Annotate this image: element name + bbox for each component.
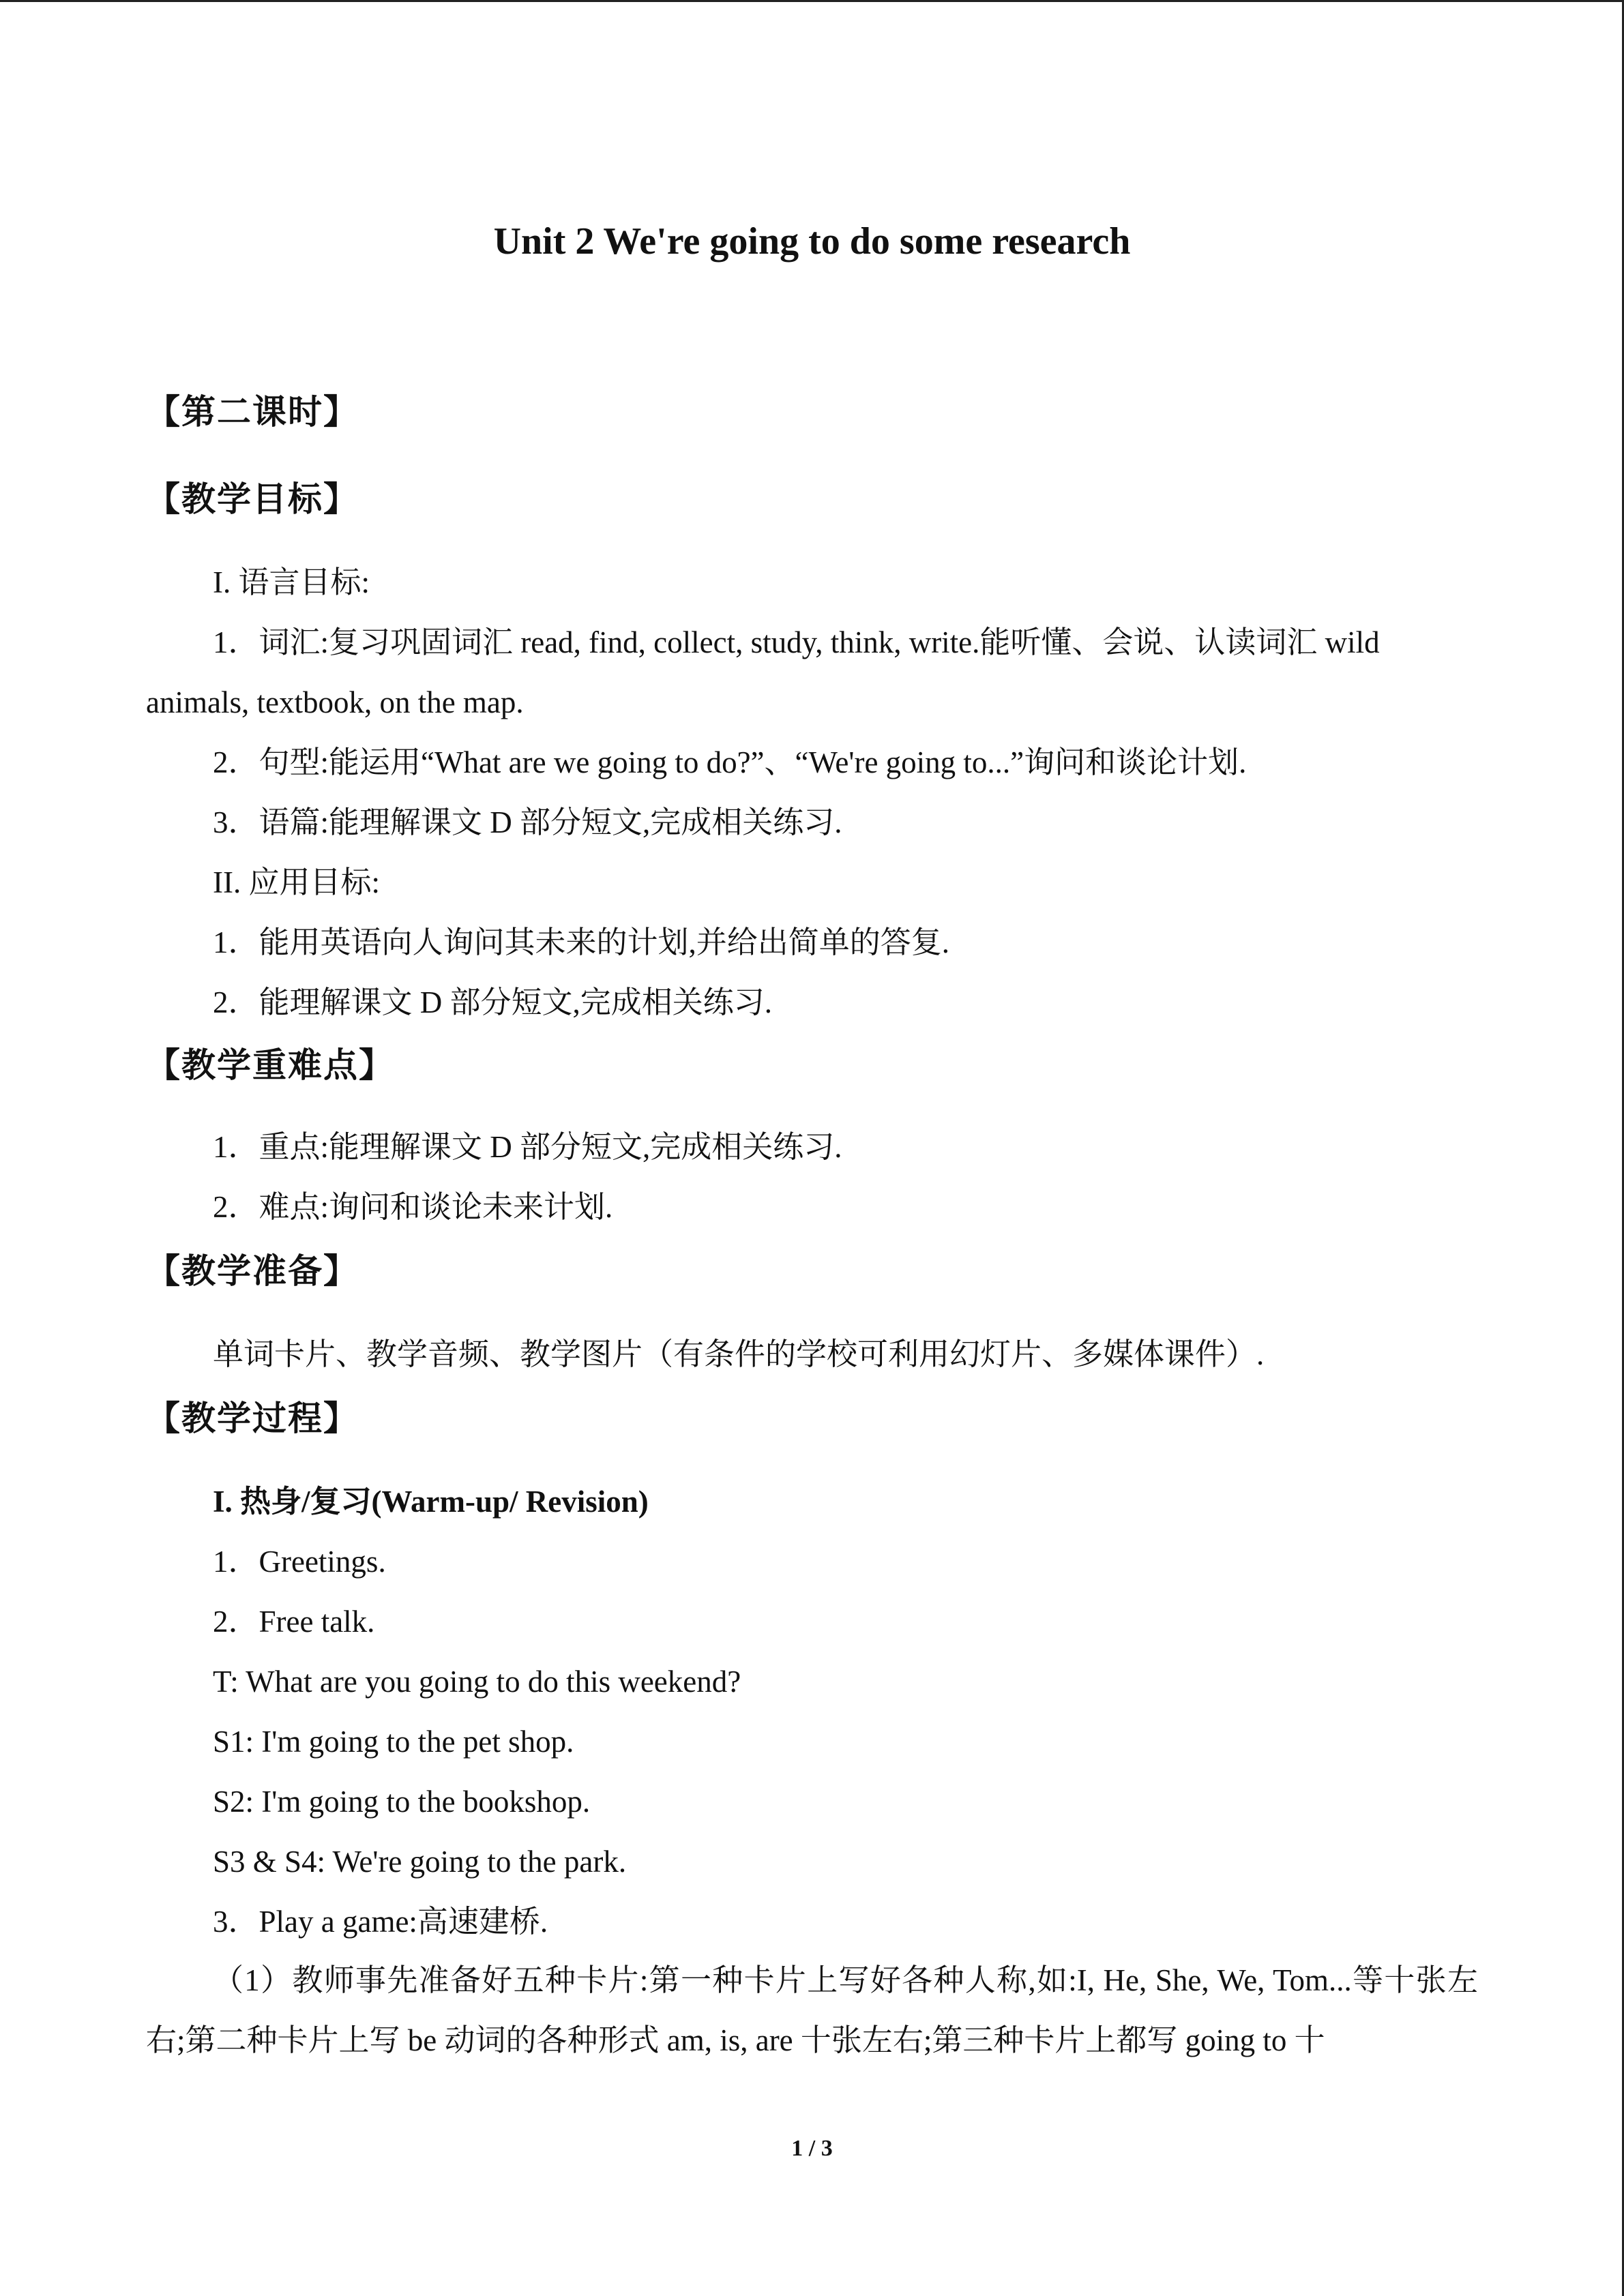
section-heading-process: 【教学过程】 <box>146 1399 359 1438</box>
application-objectives-heading: II. 应用目标: <box>213 865 380 899</box>
vocabulary-line-2: animals, textbook, on the map. <box>146 685 524 719</box>
application-objective-2: 2．能理解课文 D 部分短文,完成相关练习. <box>213 985 772 1019</box>
section-heading-preparation: 【教学准备】 <box>146 1251 359 1291</box>
passage-objective: 3．语篇:能理解课文 D 部分短文,完成相关练习. <box>213 805 842 839</box>
document-title: Unit 2 We're going to do some research <box>493 220 1131 263</box>
game-paragraph: （1）教师事先准备好五种卡片:第一种卡片上写好各种人称,如:I, He, She, We, Tom...等十张左右;第二种卡片上写 be 动词的各种形式 am, is, are 十张左右;第三种卡片上都写 going to 十 <box>146 1963 1478 2057</box>
section-heading-lesson: 【第二课时】 <box>146 392 359 432</box>
page-number: 1 / 3 <box>791 2136 833 2161</box>
dialogue-student-1: S1: I'm going to the pet shop. <box>213 1725 574 1759</box>
sentence-objective: 2．句型:能运用“What are we going to do?”、“We're going to...”询问和谈论计划. <box>213 745 1247 779</box>
difficult-point: 2．难点:询问和谈论未来计划. <box>213 1190 613 1224</box>
language-objectives-heading: I. 语言目标: <box>213 565 370 599</box>
process-step-2: 2．Free talk. <box>213 1605 375 1639</box>
section-heading-objectives: 【教学目标】 <box>146 479 359 519</box>
process-step-1: 1．Greetings. <box>213 1545 386 1579</box>
process-step-3: 3．Play a game:高速建桥. <box>213 1905 548 1939</box>
page-border-top <box>0 0 1624 2</box>
section-heading-key-points: 【教学重难点】 <box>146 1045 394 1085</box>
dialogue-student-2: S2: I'm going to the bookshop. <box>213 1785 591 1819</box>
key-point: 1．重点:能理解课文 D 部分短文,完成相关练习. <box>213 1130 842 1164</box>
dialogue-students-3-4: S3 & S4: We're going to the park. <box>213 1845 627 1879</box>
preparation-text: 单词卡片、教学音频、教学图片（有条件的学校可利用幻灯片、多媒体课件）. <box>213 1337 1265 1371</box>
warmup-heading: I. 热身/复习(Warm-up/ Revision) <box>213 1485 649 1519</box>
dialogue-teacher: T: What are you going to do this weekend? <box>213 1665 741 1699</box>
vocabulary-line-1: 1．词汇:复习巩固词汇 read, find, collect, study, think, write.能听懂、会说、认读词汇 wild <box>213 625 1380 659</box>
application-objective-1: 1．能用英语向人询问其未来的计划,并给出简单的答复. <box>213 925 950 959</box>
